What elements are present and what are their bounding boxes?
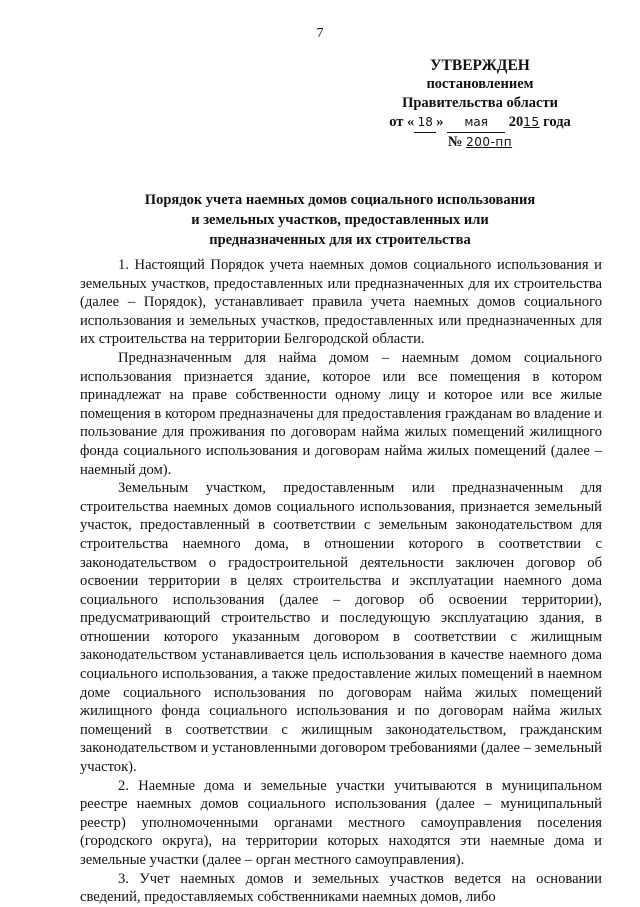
- date-mid: »: [436, 114, 444, 130]
- date-month: мая: [447, 113, 505, 133]
- paragraph-1: 1. Настоящий Порядок учета наемных домов социального использования и земельных участков, предоставленных или предназначенных для их строительства (далее – Порядок), устанавливает правила учета наемных домов социального использования и земельных участков, предоставленных или предназначенных для их строительства на территории Белгородской области.: [80, 257, 602, 348]
- date-year-word: года: [543, 114, 571, 130]
- date-prefix: от «: [389, 114, 415, 130]
- approval-decree: постановлением: [426, 76, 534, 92]
- title-line-1: Порядок учета наемных домов социального использования: [144, 192, 536, 208]
- number-prefix: №: [447, 134, 463, 150]
- number-value: 200-пп: [466, 135, 513, 149]
- title-line-3: предназначенных для их строительства: [209, 232, 471, 248]
- paragraph-4: 2. Наемные дома и земельные участки учитываются в муниципальном реестре наемных домов социального использования (далее – муниципальный реестр) уполномоченными органами местного самоуправления поселения (городского округа), на территории которых находятся эти наемные дома и земельные участки (далее – орган местного самоуправления).: [80, 777, 602, 868]
- approval-authority: Правительства области: [402, 95, 558, 111]
- date-year-prefix: 20: [508, 114, 524, 130]
- date-day: 18: [414, 113, 436, 133]
- title-line-2: и земельных участков, предоставленных или: [191, 212, 489, 228]
- document-title: [80, 190, 600, 250]
- paragraph-3: Земельным участком, предоставленным или предназначенным для строительства наемных домов социального использования, признается земельный участок, предоставленный в соответствии с земельным законодательством для строительства наемного дома, в отношении которого в соответствии с законодательством о градостроительной деятельности заключен договор об освоении территории в целях строительства и эксплуатации наемного дома социального использования (далее – договор об освоении территории), предусматривающий строительство и последующую эксплуатацию здания, в отношении которого указанным договором в соответствии с жилищным законодательством устанавливается цель использования в качестве наемного дома социального использования, а также предоставление жилых помещений в наемном доме социального использования по договорам найма жилых помещений жилищного фонда социального использования и по договорам найма жилых помещений в соответствии с жилищным законодательством, гражданским законодательством и установленными договором требованиями (далее – земельный участок).: [80, 480, 602, 776]
- date-year-suffix: 15: [523, 115, 540, 129]
- approval-stamp: [370, 56, 590, 152]
- approval-date: [370, 113, 590, 133]
- approval-number: [370, 133, 590, 152]
- page-number: 7: [316, 26, 324, 41]
- paragraph-5: 3. Учет наемных домов и земельных участков ведется на основании сведений, предоставляемых собственниками наемных домов, либо: [80, 870, 602, 906]
- approval-heading: УТВЕРЖДЕН: [430, 57, 530, 74]
- document-body: [80, 256, 602, 907]
- paragraph-2: Предназначенным для найма домом – наемным домом социального использования признается здание, которое или все помещения в котором принадлежат на праве собственности одному лицу и которое или все жилые помещения в котором предназначены для предоставления гражданам во владение и пользование для проживания по договорам найма жилых помещений жилищного фонда социального использования и договорам найма жилых помещений (далее – наемный дом).: [80, 349, 602, 478]
